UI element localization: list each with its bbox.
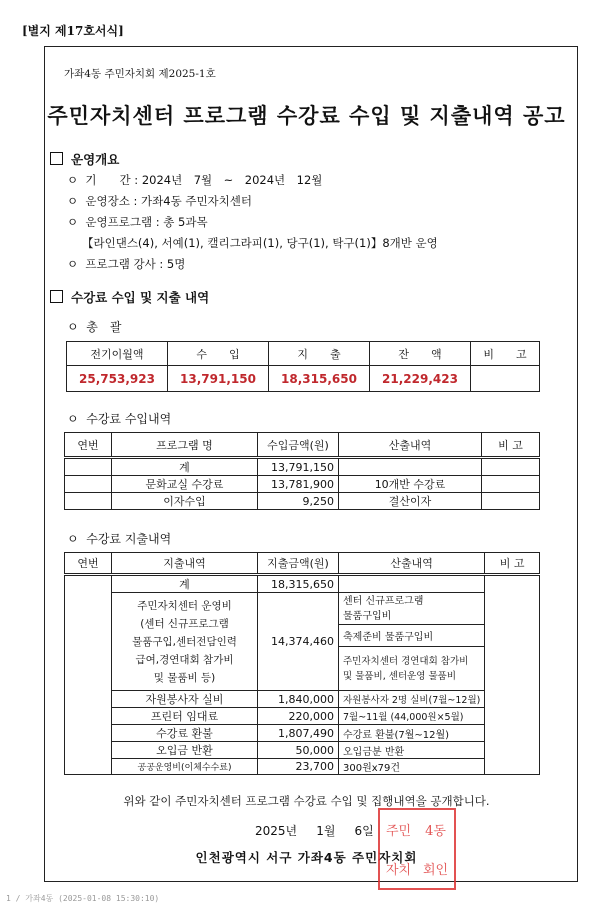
- expense-name: 자원봉사자 실비: [112, 691, 258, 708]
- expense-ops-name: [112, 593, 258, 691]
- ops-detail-line: 및 물품비, 센터운영 물품비: [343, 670, 457, 682]
- summary-values-row: [67, 366, 540, 392]
- table-row: [65, 593, 540, 625]
- overview-instructors: [67, 256, 185, 272]
- seal-char: 자치: [385, 863, 412, 878]
- ops-detail-line: 센터 신규프로그램: [343, 595, 424, 607]
- ops-detail-line: 물품구입비: [343, 610, 392, 622]
- table-row: [65, 759, 540, 775]
- expense-detail: 자원봉사자 2명 실비(7월~12월): [339, 691, 485, 708]
- summary-value: 18,315,650: [269, 366, 370, 392]
- ops-name-line: 물품구입,센터전담인력: [132, 635, 237, 648]
- date-day: 6일: [354, 824, 374, 838]
- table-row: [65, 691, 540, 708]
- expense-header: 지출내역: [112, 553, 258, 575]
- expense-heading-text: 수강료 지출내역: [86, 532, 172, 546]
- expense-detail: 300원x79건: [339, 759, 485, 775]
- expense-ops-detail: 축제준비 물품구입비: [339, 625, 485, 647]
- checkbox-icon: [50, 152, 63, 165]
- fees-heading: 수강료 수입 및 지출 내역: [71, 290, 210, 305]
- income-no: [65, 476, 112, 493]
- table-row: [65, 742, 540, 759]
- summary-header: 전기이월액: [67, 342, 168, 366]
- ops-name-line: 급여,경연대회 참가비: [135, 653, 234, 666]
- seal-char: 4동: [425, 824, 446, 839]
- seal-char: 회인: [422, 863, 449, 878]
- page-title: 주민자치센터 프로그램 수강료 수입 및 지출내역 공고: [47, 104, 566, 128]
- expense-amount: 50,000: [258, 742, 339, 759]
- expense-name: 프린터 임대료: [112, 708, 258, 725]
- table-row: [65, 575, 540, 593]
- checkbox-icon: [50, 290, 63, 303]
- venue-text: 운영장소 : 가좌4동 주민자치센터: [85, 194, 252, 208]
- expense-name: 오입금 반환: [112, 742, 258, 759]
- period-value: : 2024년 7월 ~ 2024년 12월: [134, 173, 323, 187]
- income-note: [482, 458, 540, 476]
- expense-heading: [67, 530, 171, 547]
- summary-header: 잔 액: [370, 342, 471, 366]
- section-fees: [50, 288, 209, 306]
- period-label: 기 간: [85, 173, 131, 187]
- income-note: [482, 493, 540, 510]
- section-overview: [50, 150, 119, 168]
- expense-ops-detail: [339, 593, 485, 625]
- income-amount: 9,250: [258, 493, 339, 510]
- form-label: [별지 제17호서식]: [22, 24, 124, 38]
- programs-text: 운영프로그램 : 총 5과목: [85, 215, 208, 229]
- overview-heading: 운영개요: [71, 152, 120, 167]
- official-seal-icon: [378, 808, 456, 890]
- summary-value: 25,753,923: [67, 366, 168, 392]
- income-no: [65, 458, 112, 476]
- date-year: 2025년: [255, 824, 298, 838]
- summary-heading: [67, 318, 121, 335]
- expense-header: 산출내역: [339, 553, 485, 575]
- summary-header-row: [67, 342, 540, 366]
- table-row: [65, 493, 540, 510]
- print-footer: 1 / 가좌4동 (2025-01-08 15:30:10): [6, 894, 160, 903]
- expense-table: [64, 552, 540, 775]
- doc-number: 가좌4동 주민자치회 제2025-1호: [64, 68, 216, 80]
- expense-total-amount: 18,315,650: [258, 575, 339, 593]
- instructors-text: 프로그램 강사 : 5명: [85, 257, 186, 271]
- income-amount: 13,781,900: [258, 476, 339, 493]
- income-header-row: [65, 433, 540, 458]
- income-header: 프로그램 명: [112, 433, 258, 458]
- expense-no-cell: [65, 575, 112, 775]
- summary-heading-text: 총 괄: [86, 320, 122, 334]
- overview-period: [67, 172, 322, 188]
- expense-detail: 오입금분 반환: [339, 742, 485, 759]
- summary-value: 13,791,150: [168, 366, 269, 392]
- income-detail: 결산이자: [339, 493, 482, 510]
- income-header: 산출내역: [339, 433, 482, 458]
- income-name: 이자수입: [112, 493, 258, 510]
- income-no: [65, 493, 112, 510]
- ops-name-line: (센터 신규프로그램: [140, 617, 229, 630]
- summary-header: 비 고: [471, 342, 540, 366]
- bullet-icon: ㅇ: [67, 194, 79, 208]
- income-heading-text: 수강료 수입내역: [86, 412, 172, 426]
- table-row: [65, 725, 540, 742]
- expense-note-cell: [485, 575, 540, 775]
- date-month: 1월: [316, 824, 336, 838]
- overview-programs: [67, 214, 208, 230]
- ops-name-line: 및 물품비 등): [153, 671, 216, 684]
- expense-amount: 1,840,000: [258, 691, 339, 708]
- expense-amount: 23,700: [258, 759, 339, 775]
- income-header: 비 고: [482, 433, 540, 458]
- table-row: [65, 476, 540, 493]
- summary-table: [66, 341, 540, 392]
- income-header: 연번: [65, 433, 112, 458]
- expense-total-label: 계: [112, 575, 258, 593]
- table-row: [65, 708, 540, 725]
- income-amount: 13,791,150: [258, 458, 339, 476]
- summary-header: 지 출: [269, 342, 370, 366]
- expense-amount: 1,807,490: [258, 725, 339, 742]
- programs-detail: 【라인댄스(4), 서예(1), 캘리그라피(1), 당구(1), 탁구(1)】8개반 운영: [82, 236, 438, 250]
- income-table: [64, 432, 540, 510]
- ops-name-line: 주민자치센터 운영비: [137, 599, 232, 612]
- expense-ops-amount: 14,374,460: [258, 593, 339, 691]
- table-row: [65, 458, 540, 476]
- ops-detail-line: 주민자치센터 경연대회 참가비: [343, 655, 469, 667]
- summary-value: [471, 366, 540, 392]
- organization-name: 인천광역시 서구 가좌4동 주민자치회: [195, 850, 418, 865]
- expense-header: 비 고: [485, 553, 540, 575]
- income-note: [482, 476, 540, 493]
- income-heading: [67, 410, 171, 427]
- income-name: 문화교실 수강료: [112, 476, 258, 493]
- income-name: 계: [112, 458, 258, 476]
- expense-ops-detail: [339, 647, 485, 691]
- bullet-icon: ㅇ: [67, 173, 79, 187]
- bullet-icon: ㅇ: [67, 412, 79, 426]
- expense-detail: 수강료 환불(7월~12월): [339, 725, 485, 742]
- expense-amount: 220,000: [258, 708, 339, 725]
- overview-venue: [67, 193, 252, 209]
- seal-char: 주민: [385, 824, 412, 839]
- bullet-icon: ㅇ: [67, 257, 79, 271]
- document-date: [255, 822, 374, 839]
- income-header: 수입금액(원): [258, 433, 339, 458]
- expense-name: 공공운영비(이체수수료): [112, 759, 258, 775]
- expense-header: 지출금액(원): [258, 553, 339, 575]
- expense-header: 연번: [65, 553, 112, 575]
- closing-statement: 위와 같이 주민자치센터 프로그램 수강료 수입 및 집행내역을 공개합니다.: [123, 794, 490, 808]
- expense-name: 수강료 환불: [112, 725, 258, 742]
- income-detail: 10개반 수강료: [339, 476, 482, 493]
- bullet-icon: ㅇ: [67, 215, 79, 229]
- expense-header-row: [65, 553, 540, 575]
- bullet-icon: ㅇ: [67, 320, 79, 334]
- expense-detail: [339, 575, 485, 593]
- expense-detail: 7월~11월 (44,000원×5월): [339, 708, 485, 725]
- summary-value: 21,229,423: [370, 366, 471, 392]
- income-detail: [339, 458, 482, 476]
- bullet-icon: ㅇ: [67, 532, 79, 546]
- summary-header: 수 입: [168, 342, 269, 366]
